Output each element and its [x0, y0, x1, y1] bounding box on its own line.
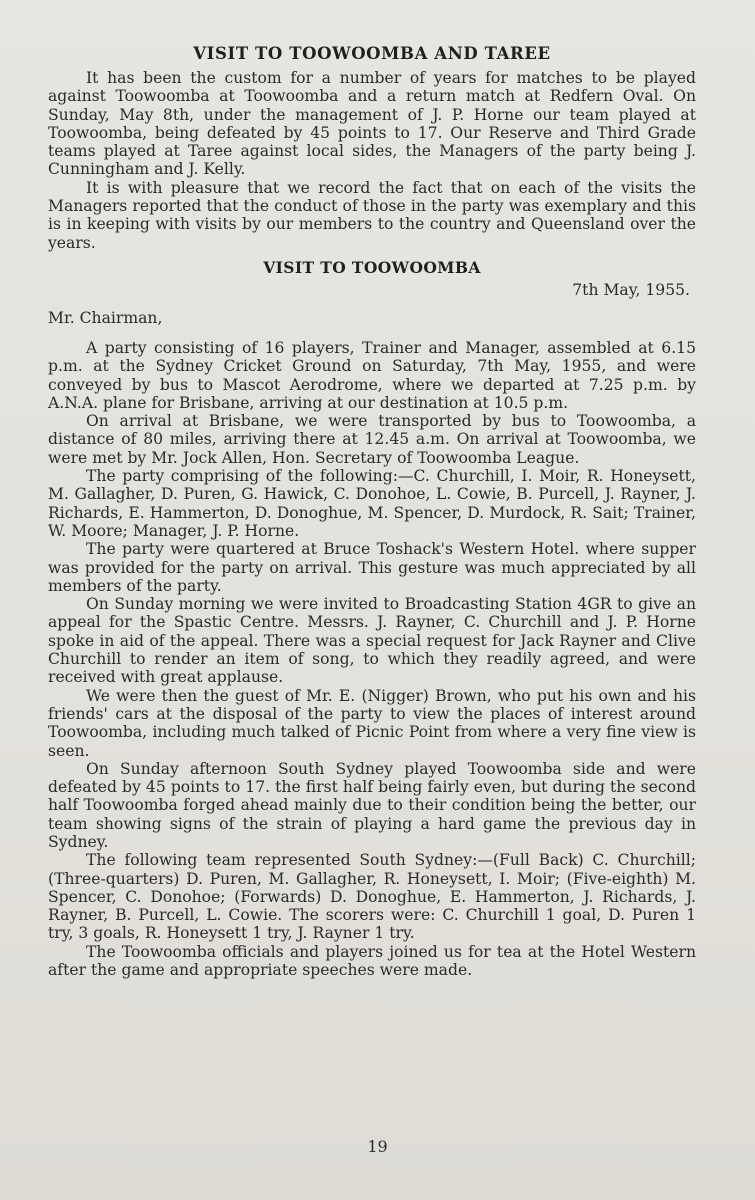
page-content [48, 44, 696, 979]
body-paragraph: The following team represented South Sydney:—(Full Back) C. Churchill; (Three-quarters) D. Puren, M. Gallagher, R. Honeysett, I. Moir; (Five-eighth) M. Spencer, C. Donohoe; (Forwards) D. Donoghue, E. Hammerton, J. Richards, J. Rayner, B. Purcell, L. Cowie. The scorers were: C. Churchill 1 goal, D. Puren 1 try, 3 goals, R. Honeysett 1 try, J. Rayner 1 try. [48, 851, 696, 943]
body-paragraph: On arrival at Brisbane, we were transported by bus to Toowoomba, a distance of 80 miles, arriving there at 12.45 a.m. On arrival at Toowoomba, we were met by Mr. Jock Allen, Hon. Secretary of Toowoomba League. [48, 412, 696, 467]
letter-date: 7th May, 1955. [572, 280, 690, 299]
intro-paragraph: It is with pleasure that we record the fact that on each of the visits the Managers reported that the conduct of those in the party was exemplary and this is in keeping with visits by our members to the country and Queensland over the years. [48, 178, 696, 252]
page-number: 19 [367, 1137, 388, 1156]
document-title: VISIT TO TOOWOOMBA AND TAREE [193, 44, 551, 63]
body-paragraph: We were then the guest of Mr. E. (Nigger) Brown, who put his own and his friends' cars at the disposal of the party to view the places of interest around Toowoomba, including much talked of Picnic Point from where a very fine view is seen. [48, 686, 696, 760]
body-paragraph: On Sunday morning we were invited to Broadcasting Station 4GR to give an appeal for the Spastic Centre. Messrs. J. Rayner, C. Churchill and J. P. Horne spoke in aid of the appeal. There was a special request for Jack Rayner and Clive Churchill to render an item of song, to which they readily agreed, and were received with great applause. [48, 595, 696, 687]
letter-salutation: Mr. Chairman, [48, 308, 163, 327]
body-paragraph: The party comprising of the following:—C. Churchill, I. Moir, R. Honeysett, M. Gallagher, D. Puren, G. Hawick, C. Donohoe, L. Cowie, B. Purcell, J. Rayner, J. Richards, E. Hammerton, D. Donoghue, M. Spencer, D. Murdock, R. Sait; Trainer, W. Moore; Manager, J. P. Horne. [48, 467, 696, 540]
section-title: VISIT TO TOOWOOMBA [263, 257, 481, 277]
body-paragraph: The Toowoomba officials and players joined us for tea at the Hotel Western after the game and appropriate speeches were made. [48, 942, 696, 980]
body-paragraph: On Sunday afternoon South Sydney played Toowoomba side and were defeated by 45 points to 17. the first half being fairly even, but during the second half Toowoomba forged ahead mainly due to their condition being the better, our team showing signs of the strain of playing a hard game the previous day in Sydney. [48, 759, 696, 851]
body-paragraph: A party consisting of 16 players, Trainer and Manager, assembled at 6.15 p.m. at the Sydney Cricket Ground on Saturday, 7th May, 1955, and were conveyed by bus to Mascot Aerodrome, where we departed at 7.25 p.m. by A.N.A. plane for Brisbane, arriving at our destination at 10.5 p.m. [48, 338, 696, 412]
body-paragraph: The party were quartered at Bruce Toshack's Western Hotel. where supper was provided for the party on arrival. This gesture was much appreciated by all members of the party. [48, 540, 696, 595]
intro-paragraph: It has been the custom for a number of years for matches to be played against Toowoomba at Toowoomba and a return match at Redfern Oval. On Sunday, May 8th, under the management of J. P. Horne our team played at Toowoomba, being defeated by 45 points to 17. Our Reserve and Third Grade teams played at Taree against local sides, the Managers of the party being J. Cunningham and J. Kelly. [48, 69, 696, 179]
